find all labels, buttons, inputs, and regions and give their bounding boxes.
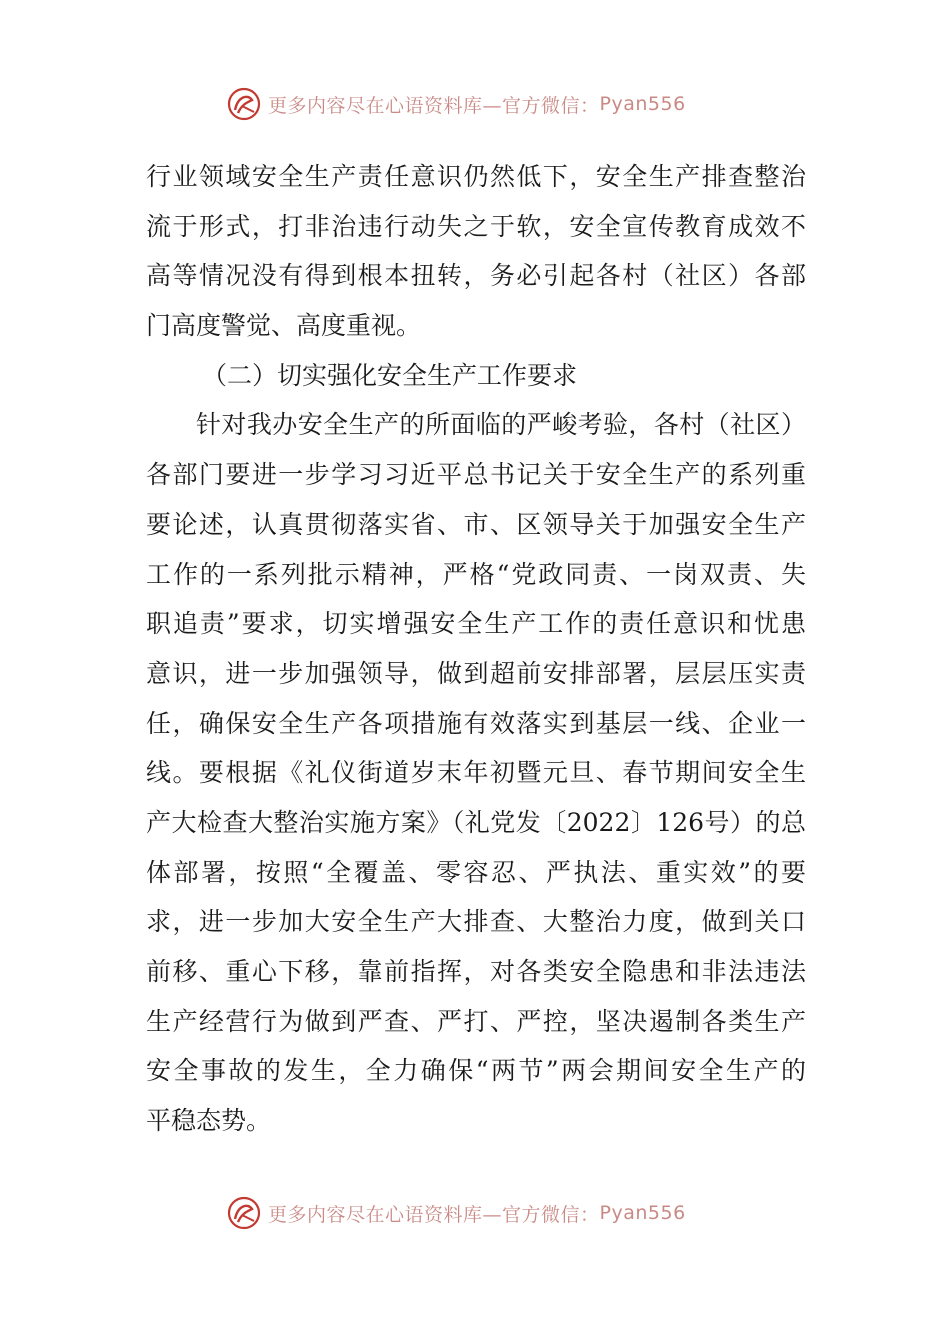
text-line: 要论述，认真贯彻落实省、市、区领导关于加强安全生产: [146, 509, 806, 539]
banner-wechat-id: Pyan556: [599, 1202, 686, 1224]
section-heading: （二）切实强化安全生产工作要求: [202, 360, 578, 390]
text-line: 高等情况没有得到根本扭转，务必引起各村（社区）各部: [146, 261, 806, 291]
text-line: 工作的一系列批示精神，严格“党政同责、一岗双责、失: [146, 559, 806, 589]
text-line: 产大检查大整治实施方案》（礼党发〔2022〕126号）的总: [146, 807, 806, 837]
text-line: 门高度警觉、高度重视。: [146, 311, 422, 341]
signature-logo-icon: [226, 1195, 262, 1231]
text-line: 流于形式，打非治违行动失之于软，安全宣传教育成效不: [146, 211, 806, 241]
text-line: 任，确保安全生产各项措施有效落实到基层一线、企业一: [146, 708, 806, 738]
text-line: 求，进一步加大安全生产大排查、大整治力度，做到关口: [146, 907, 806, 937]
text-line: 针对我办安全生产的所面临的严峻考验，各村（社区）: [196, 410, 806, 440]
text-line: 职追责”要求，切实增强安全生产工作的责任意识和忧患: [146, 609, 806, 639]
header-watermark-banner: [226, 84, 746, 124]
text-line: 平稳态势。: [146, 1106, 272, 1136]
text-line: 线。要根据《礼仪街道岁末年初暨元旦、春节期间安全生: [146, 758, 806, 788]
signature-logo-icon: [226, 86, 262, 122]
text-line: 行业领域安全生产责任意识仍然低下，安全生产排查整治: [146, 162, 806, 191]
text-line: 生产经营行为做到严查、严打、严控，坚决遏制各类生产: [146, 1006, 806, 1036]
text-line: 各部门要进一步学习习近平总书记关于安全生产的系列重: [146, 460, 806, 490]
document-body: [146, 152, 806, 1146]
text-line: 前移、重心下移，靠前指挥，对各类安全隐患和非法违法: [146, 957, 806, 986]
banner-wechat-id: Pyan556: [599, 93, 686, 115]
footer-watermark-banner: [226, 1193, 746, 1233]
text-line: 意识，进一步加强领导，做到超前安排部署，层层压实责: [146, 658, 806, 688]
text-line: 安全事故的发生，全力确保“两节”两会期间安全生产的: [146, 1056, 806, 1086]
text-line: 体部署，按照“全覆盖、零容忍、严执法、重实效”的要: [146, 857, 806, 887]
banner-text: 更多内容尽在心语资料库—官方微信：: [268, 1203, 600, 1226]
banner-text: 更多内容尽在心语资料库—官方微信：: [268, 94, 600, 117]
